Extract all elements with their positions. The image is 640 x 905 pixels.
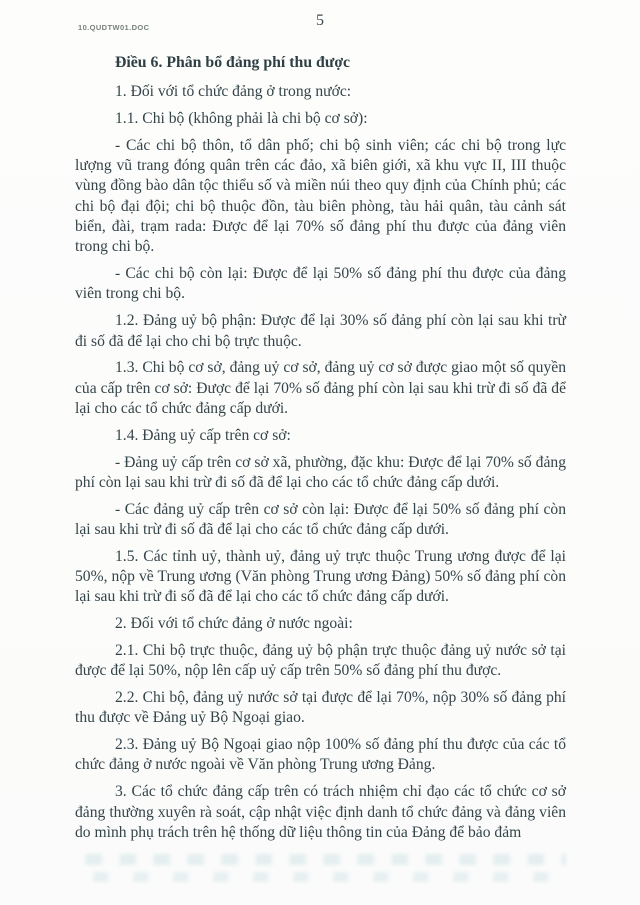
- paragraph: 1.1. Chi bộ (không phải là chi bộ cơ sở):: [115, 110, 368, 128]
- article-title: Điều 6. Phân bổ đảng phí thu được: [115, 54, 351, 71]
- paragraph: 2.3. Đảng uỷ Bộ Ngoại giao nộp 100% số đảng phí thu được của các tổ chức đảng ở nước ngoài về Văn phòng Trung ương Đảng.: [75, 736, 566, 774]
- bleed-through-artifact: [78, 852, 566, 886]
- paragraph: 1.5. Các tỉnh uỷ, thành uỷ, đảng uỷ trực thuộc Trung ương được để lại 50%, nộp về Trung ương (Văn phòng Trung ương Đảng) 50% số đảng phí còn lại sau khi trừ đi số đã để lại cho các tổ chức đảng cấp dưới.: [75, 547, 566, 606]
- paragraph: 2.1. Chi bộ trực thuộc, đảng uỷ bộ phận trực thuộc đảng uỷ nước sở tại được để lại 50%, nộp lên cấp uỷ cấp trên 50% số đảng phí thu được.: [75, 641, 566, 680]
- paragraph: 1. Đối với tổ chức đảng ở trong nước:: [115, 83, 352, 101]
- paragraph: 2.2. Chi bộ, đảng uỷ nước sở tại được để lại 70%, nộp 30% số đảng phí thu được về Đảng uỷ Bộ Ngoại giao.: [75, 689, 566, 727]
- paragraph: 1.3. Chi bộ cơ sở, đảng uỷ cơ sở, đảng uỷ cơ sở được giao một số quyền của cấp trên cơ sở: Được để lại 70% số đảng phí còn lại sau khi trừ đi số đã để lại cho các tổ chức đảng cấp dưới.: [75, 359, 566, 417]
- paragraph: 2. Đối với tổ chức đảng ở nước ngoài:: [115, 615, 353, 633]
- page-number: 5: [316, 12, 324, 29]
- paragraph: 3. Các tổ chức đảng cấp trên có trách nhiệm chỉ đạo các tổ chức cơ sở đảng thường xuyên rà soát, cập nhật việc định danh tổ chức đảng và đảng viên do mình phụ trách trên hệ thống dữ liệu thông tin của Đảng để bảo đảm: [75, 783, 566, 841]
- paragraph: 1.4. Đảng uỷ cấp trên cơ sở:: [115, 426, 291, 444]
- document-body: [75, 53, 566, 850]
- paragraph-list: [75, 82, 566, 843]
- paragraph: 1.2. Đảng uỷ bộ phận: Được để lại 30% số đảng phí còn lại sau khi trừ đi số đã để lại cho chi bộ trực thuộc.: [75, 312, 566, 350]
- paragraph: - Các đảng uỷ cấp trên cơ sở còn lại: Được để lại 50% số đảng phí còn lại sau khi trừ đi số đã để lại cho các tổ chức đảng cấp dưới.: [75, 500, 566, 538]
- header-filename: 10.QUDTW01.DOC: [78, 23, 150, 32]
- paragraph: - Các chi bộ thôn, tổ dân phố; chi bộ sinh viên; các chi bộ trong lực lượng vũ trang đóng quân trên các đảo, xã biên giới, xã khu vực II, III thuộc vùng đồng bào dân tộc thiểu số và miền núi theo quy định của Chính phủ; các chi bộ đại đội; chi bộ thuộc đồn, tàu biên phòng, tàu hải quân, tàu cảnh sát biển, đài, trạm rada: Được để lại 70% số đảng phí thu được của đảng viên trong chi bộ.: [75, 136, 566, 256]
- paragraph: - Đảng uỷ cấp trên cơ sở xã, phường, đặc khu: Được để lại 70% số đảng phí còn lại sau khi trừ đi số đã để lại cho các tổ chức đảng cấp dưới.: [75, 453, 566, 491]
- paragraph: - Các chi bộ còn lại: Được để lại 50% số đảng phí thu được của đảng viên trong chi bộ.: [75, 265, 566, 303]
